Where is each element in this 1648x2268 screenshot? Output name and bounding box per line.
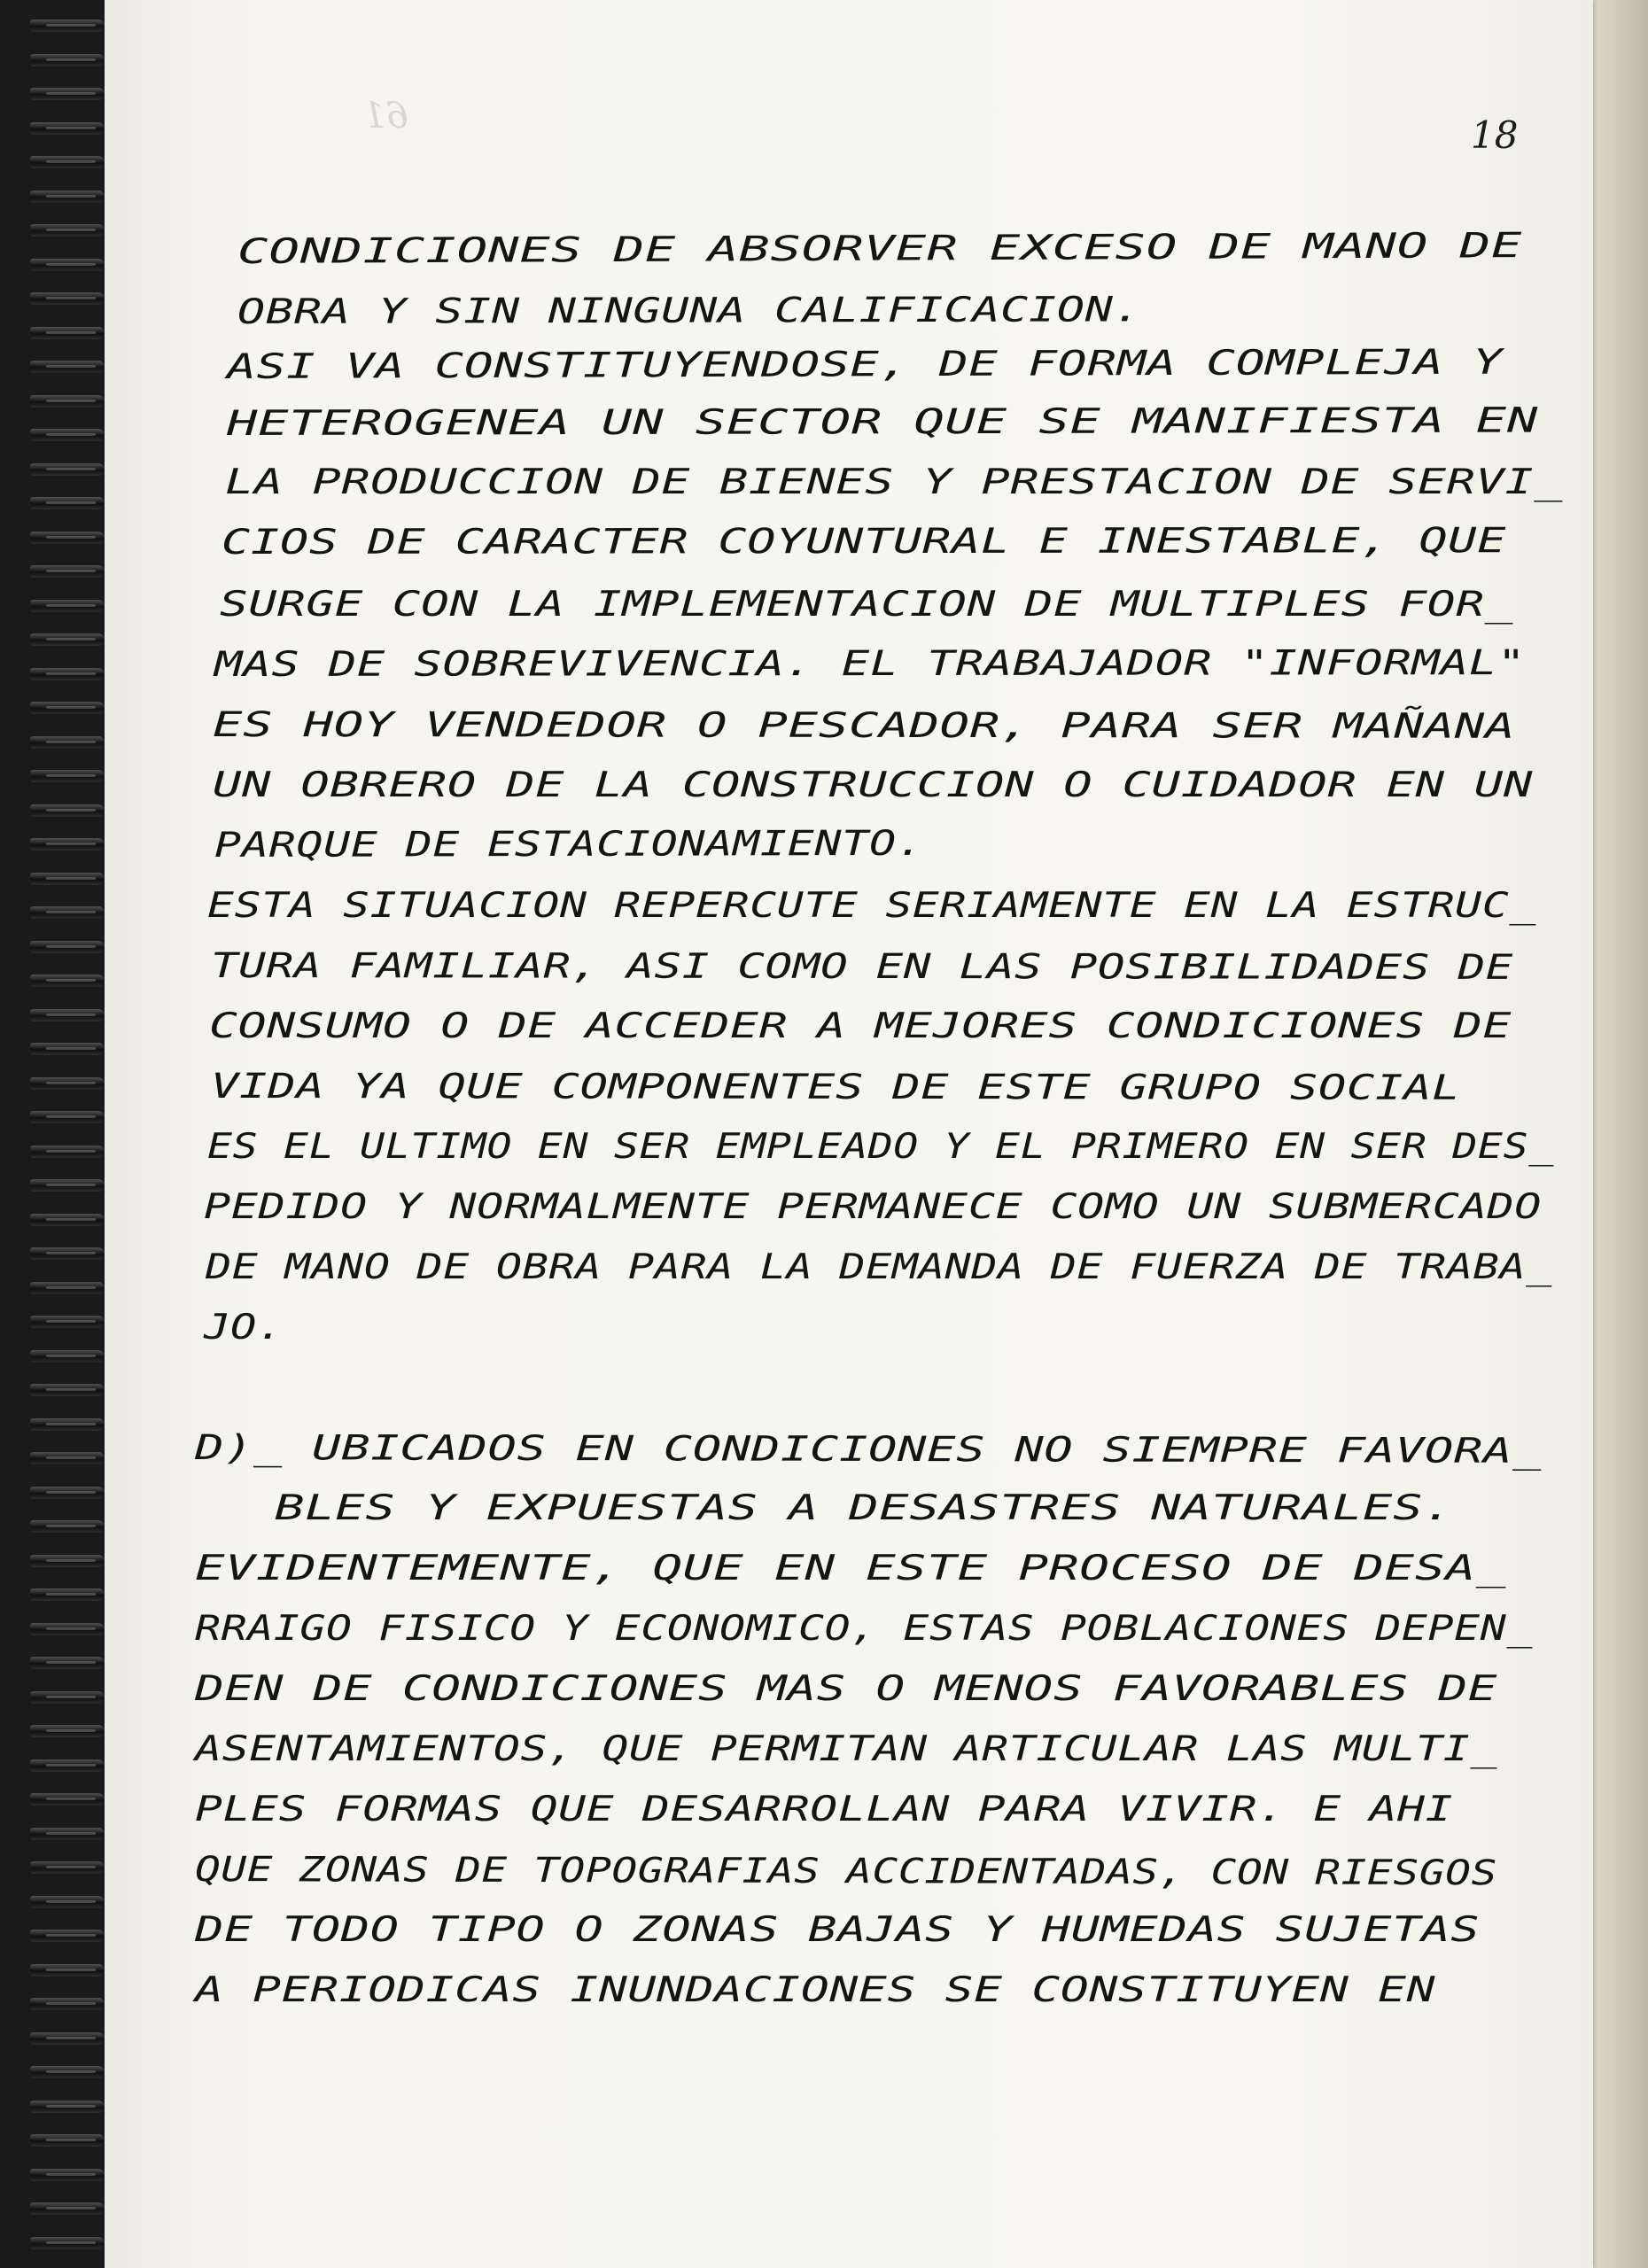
- binding-ring: [30, 122, 105, 135]
- binding-ring: [30, 1793, 105, 1806]
- binding-ring: [30, 1179, 105, 1192]
- binding-ring: [30, 361, 105, 373]
- text-line: PLES FORMAS QUE DESARROLLAN PARA VIVIR. E AHI: [195, 1790, 1454, 1829]
- binding-ring: [30, 702, 105, 714]
- binding-ring: [30, 873, 105, 885]
- binding-ring: [30, 463, 105, 476]
- binding-ring: [30, 1009, 105, 1021]
- binding-ring: [30, 1998, 105, 2010]
- binding-ring: [30, 770, 105, 782]
- binding-ring: [30, 1350, 105, 1363]
- text-line: MAS DE SOBREVIVENCIA. EL TRABAJADOR "INFORMAL": [214, 643, 1527, 685]
- binding-ring: [30, 565, 105, 578]
- text-line: QUE ZONAS DE TOPOGRAFIAS ACCIDENTADAS, CON RIESGOS: [194, 1850, 1498, 1894]
- binding-ring: [30, 1282, 105, 1294]
- binding-ring: [30, 600, 105, 612]
- text-line: CIOS DE CARACTER COYUNTURAL E INESTABLE, QUE: [221, 521, 1507, 563]
- binding-ring: [30, 633, 105, 646]
- binding-ring: [30, 2134, 105, 2147]
- text-line: PARQUE DE ESTACIONAMIENTO.: [214, 823, 924, 866]
- binding-ring: [30, 292, 105, 305]
- binding-ring: [30, 1077, 105, 1090]
- binding-ring: [30, 1623, 105, 1635]
- binding-ring: [30, 1861, 105, 1874]
- binding-ring: [30, 1657, 105, 1669]
- binding-ring: [30, 1691, 105, 1704]
- binding-ring: [30, 668, 105, 680]
- binding-ring: [30, 1555, 105, 1567]
- binding-ring: [30, 1384, 105, 1396]
- text-line: TURA FAMILIAR, ASI COMO EN LAS POSIBILIDADES DE: [210, 946, 1514, 988]
- text-line: CONSUMO O DE ACCEDER A MEJORES CONDICIONES DE: [209, 1006, 1512, 1046]
- binding-ring: [30, 532, 105, 544]
- binding-ring: [30, 1520, 105, 1533]
- binding-ring: [30, 2101, 105, 2113]
- binding-ring: [30, 1828, 105, 1840]
- binding-ring: [30, 1452, 105, 1464]
- binding-ring: [30, 975, 105, 987]
- binding-ring: [30, 1964, 105, 1977]
- binding-ring: [30, 156, 105, 168]
- binding-ring: [30, 2202, 105, 2215]
- text-line: CONDICIONES DE ABSORVER EXCESO DE MANO DE: [237, 226, 1523, 272]
- binding-ring: [30, 1725, 105, 1737]
- text-line: ESTA SITUACION REPERCUTE SERIAMENTE EN LA ESTRUC_: [207, 886, 1537, 926]
- text-line: JO.: [204, 1308, 284, 1348]
- binding-ring: [30, 804, 105, 817]
- binding-ring: [30, 1588, 105, 1601]
- binding-ring: [30, 327, 105, 339]
- binding-ring: [30, 1214, 105, 1226]
- binding-ring: [30, 2237, 105, 2249]
- text-line: OBRA Y SIN NINGUNA CALIFICACION.: [237, 290, 1142, 332]
- binding-ring: [30, 736, 105, 749]
- binding-ring: [30, 1487, 105, 1499]
- binding-ring: [30, 941, 105, 953]
- binding-ring: [30, 190, 105, 203]
- text-line: DEN DE CONDICIONES MAS O MENOS FAVORABLES DE: [195, 1669, 1498, 1709]
- binding-ring: [30, 497, 105, 509]
- text-line: SURGE CON LA IMPLEMENTACION DE MULTIPLES FOR_: [220, 585, 1514, 625]
- text-line: LA PRODUCCION DE BIENES Y PRESTACION DE SERVI_: [225, 462, 1564, 502]
- binding-spine: [0, 0, 115, 2268]
- text-line: PEDIDO Y NORMALMENTE PERMANECE COMO UN SUBMERCADO: [204, 1187, 1543, 1227]
- text-line: ES HOY VENDEDOR O PESCADOR, PARA SER MAÑANA: [212, 705, 1516, 747]
- text-line: ASI VA CONSTITUYENDOSE, DE FORMA COMPLEJA Y: [226, 342, 1504, 387]
- binding-ring: [30, 1043, 105, 1055]
- binding-ring: [30, 19, 105, 32]
- binding-ring: [30, 1247, 105, 1260]
- text-line: RRAIGO FISICO Y ECONOMICO, ESTAS POBLACIONES DEPEN_: [195, 1609, 1533, 1649]
- text-line: ES EL ULTIMO EN SER EMPLEADO Y EL PRIMERO EN SER DES_: [207, 1127, 1554, 1167]
- text-line: D)_ UBICADOS EN CONDICIONES NO SIEMPRE FAVORA_: [194, 1428, 1543, 1472]
- page-number: 18: [1471, 113, 1519, 157]
- text-line: UN OBRERO DE LA CONSTRUCCION O CUIDADOR EN UN: [213, 765, 1534, 805]
- text-line: EVIDENTEMENTE, QUE EN ESTE PROCESO DE DESA_: [195, 1549, 1507, 1588]
- binding-ring: [30, 1111, 105, 1123]
- binding-ring: [30, 906, 105, 919]
- binding-ring: [30, 1896, 105, 1908]
- binding-ring: [30, 224, 105, 237]
- text-line: DE MANO DE OBRA PARA LA DEMANDA DE FUERZA DE TRABA_: [206, 1247, 1552, 1287]
- text-line: VIDA YA QUE COMPONENTES DE ESTE GRUPO SOCIAL: [210, 1067, 1461, 1108]
- text-line: DE TODO TIPO O ZONAS BAJAS Y HUMEDAS SUJETAS: [195, 1910, 1481, 1950]
- text-line: ASENTAMIENTOS, QUE PERMITAN ARTICULAR LAS MULTI_: [195, 1729, 1498, 1769]
- binding-ring: [30, 54, 105, 66]
- binding-ring: [30, 2169, 105, 2181]
- binding-ring: [30, 1146, 105, 1158]
- binding-ring: [30, 259, 105, 271]
- bleed-through-mark: 61: [363, 96, 408, 136]
- binding-ring: [30, 1418, 105, 1431]
- binding-ring: [30, 2066, 105, 2078]
- binding-ring: [30, 88, 105, 100]
- text-line: A PERIODICAS INUNDACIONES SE CONSTITUYEN EN: [195, 1970, 1436, 2010]
- text-line: BLES Y EXPUESTAS A DESASTRES NATURALES.: [275, 1488, 1454, 1528]
- binding-ring: [30, 838, 105, 850]
- binding-ring: [30, 1316, 105, 1328]
- text-line: HETEROGENEA UN SECTOR QUE SE MANIFIESTA EN: [226, 400, 1539, 444]
- binding-ring: [30, 395, 105, 408]
- binding-ring: [30, 1759, 105, 1772]
- binding-ring: [30, 429, 105, 441]
- binding-ring: [30, 2032, 105, 2045]
- binding-ring: [30, 1930, 105, 1942]
